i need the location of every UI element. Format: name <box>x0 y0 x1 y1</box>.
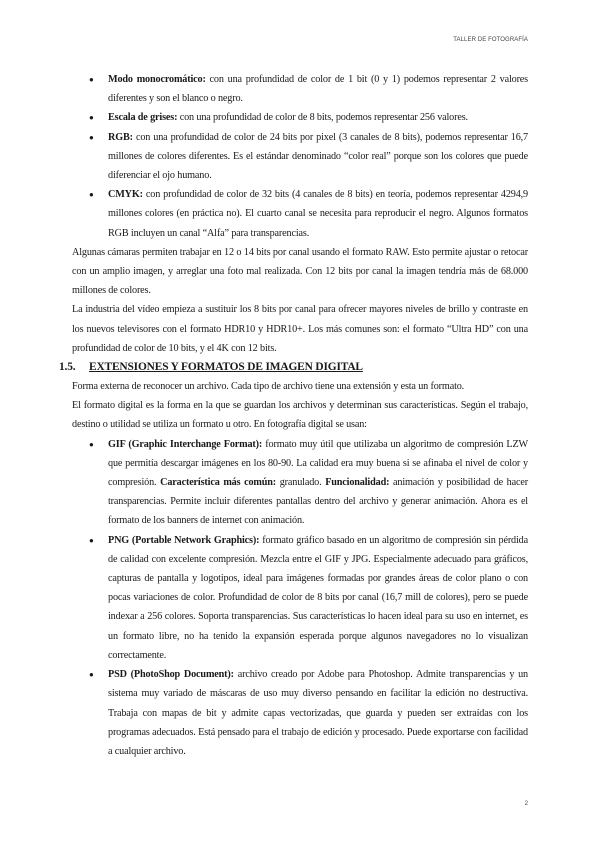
list-item-text: animación y posibilidad de hacer transparencias. Permite incluir diferentes pantallas dentro del archivo y generar animación. Ahora es el formato de los banners de internet con animación. <box>108 477 528 527</box>
list-item-text: granulado. <box>276 477 326 489</box>
section-heading <box>59 358 515 377</box>
list-item-text: con una profundidad de color de 8 bits, podemos representar 256 valores. <box>177 112 468 124</box>
document-body <box>59 70 528 761</box>
list-item-text: formato gráfico basado en un algoritmo de compresión sin pérdida de calidad con excelente compresión. Mezcla entre el GIF y JPG. Especialmente adecuado para gráficos, capturas de pantalla y logotipos, ideal para imágenes formadas por grandes áreas de color plano o con pocas variaciones de color. Profundidad de color de 8 bits por canal (16,7 mill de colores), pero se puede indexar a 256 colores. Soporta transparencias. Sus características lo hacen ideal para su uso en internet, es un formato libre, no ha tenido la expansión esperada porque algunos navegadores no lo visualizan correctamente. <box>108 534 528 661</box>
paragraph-formats: El formato digital es la forma en la que se guardan los archivos y determinan sus características. Según el trabajo, destino o utilidad se utiliza un formato u otro. En fotografía digital se usan: <box>72 400 528 431</box>
list-item-term: CMYK: <box>108 189 143 201</box>
section-title: EXTENSIONES Y FORMATOS DE IMAGEN DIGITAL <box>89 361 363 374</box>
list-item-text: archivo creado por Adobe para Photoshop. Admite transparencias y un sistema muy variado de máscaras de uso muy diverso pensando en facilitar la edición no destructiva. Trabaja con mapas de bit y admite capas vectorizadas, que guarda y pueden ser extraídas con los programas adecuados. Está pensado para el trabajo de edición y procesado. Puede exportarse con facilidad a cualquier archivo. <box>108 669 528 757</box>
bullet-icon: ● <box>89 535 94 545</box>
paragraph-hdr: La industria del vídeo empieza a sustituir los 8 bits por canal para ofrecer mayores niveles de brillo y contraste en los nuevos televisores con el formato HDR10 y HDR10+. Los más comunes son: el formato “Ultra HD” con una profundidad de color de 10 bits, y el 4K con 12 bits. <box>72 304 528 354</box>
formats-list <box>72 435 528 761</box>
list-item-term: PNG (Portable Network Graphics): <box>108 534 260 546</box>
bullet-icon: ● <box>89 190 94 200</box>
page-number: 2 <box>524 801 528 807</box>
list-item-term: Escala de grises: <box>108 112 178 124</box>
list-item-gif <box>72 435 528 531</box>
bullet-icon: ● <box>89 670 94 680</box>
list-item <box>72 108 528 127</box>
list-item-label: Funcionalidad: <box>325 477 390 489</box>
list-item-png <box>72 531 528 665</box>
list-item-label: Característica más común: <box>160 477 277 489</box>
list-item <box>72 70 528 108</box>
paragraph-intro: Forma externa de reconocer un archivo. Cada tipo de archivo tiene una extensión y esta un formato. <box>72 381 465 393</box>
list-item-term: RGB: <box>108 131 133 143</box>
bullet-icon: ● <box>89 439 94 449</box>
running-header: TALLER DE FOTOGRAFÍA <box>453 37 528 43</box>
bullet-icon: ● <box>89 113 94 123</box>
section-number: 1.5. <box>59 361 76 374</box>
list-item <box>72 185 528 243</box>
list-item-text: formato muy útil que utilizaba un algoritmo de compresión LZW que permitía descargar imágenes en los 80-90. La calidad era muy buena si se afinaba el nivel de color y compresión. <box>108 438 528 489</box>
list-item <box>72 128 528 186</box>
list-item-term: Modo monocromático: <box>108 74 206 85</box>
color-depth-list <box>72 70 528 243</box>
paragraph-raw: Algunas cámaras permiten trabajar en 12 o 14 bits por canal usando el formato RAW. Esto permite ajustar o retocar con un amplio imagen, y arreglar una foto mal realizada. Con 12 bits por canal la imagen tendría más de 68.000 millones de colores. <box>72 246 528 297</box>
list-item-term: GIF (Graphic Interchange Format): <box>108 438 263 450</box>
list-item-text: con profundidad de color de 32 bits (4 canales de 8 bits) en teoría, podemos representar 4294,9 millones colores (en práctica no). El cuarto canal se necesita para reproducir el negro. Algunos formatos RGB incluyen un canal “Alfa” para transparencias. <box>108 189 528 239</box>
bullet-icon: ● <box>89 132 94 142</box>
list-item-term: PSD (PhotoShop Document): <box>108 669 234 681</box>
list-item-psd <box>72 665 528 761</box>
list-item-text: con una profundidad de color de 1 bit (0 y 1) podemos representar 2 valores diferentes y son el blanco o negro. <box>108 74 528 105</box>
bullet-icon: ● <box>89 75 94 84</box>
list-item-text: con una profundidad de color de 24 bits por pixel (3 canales de 8 bits), podemos representar 16,7 millones de colores diferentes. Es el estándar denominado “color real” porque son los colores que puede diferenciar el ojo humano. <box>108 131 528 182</box>
